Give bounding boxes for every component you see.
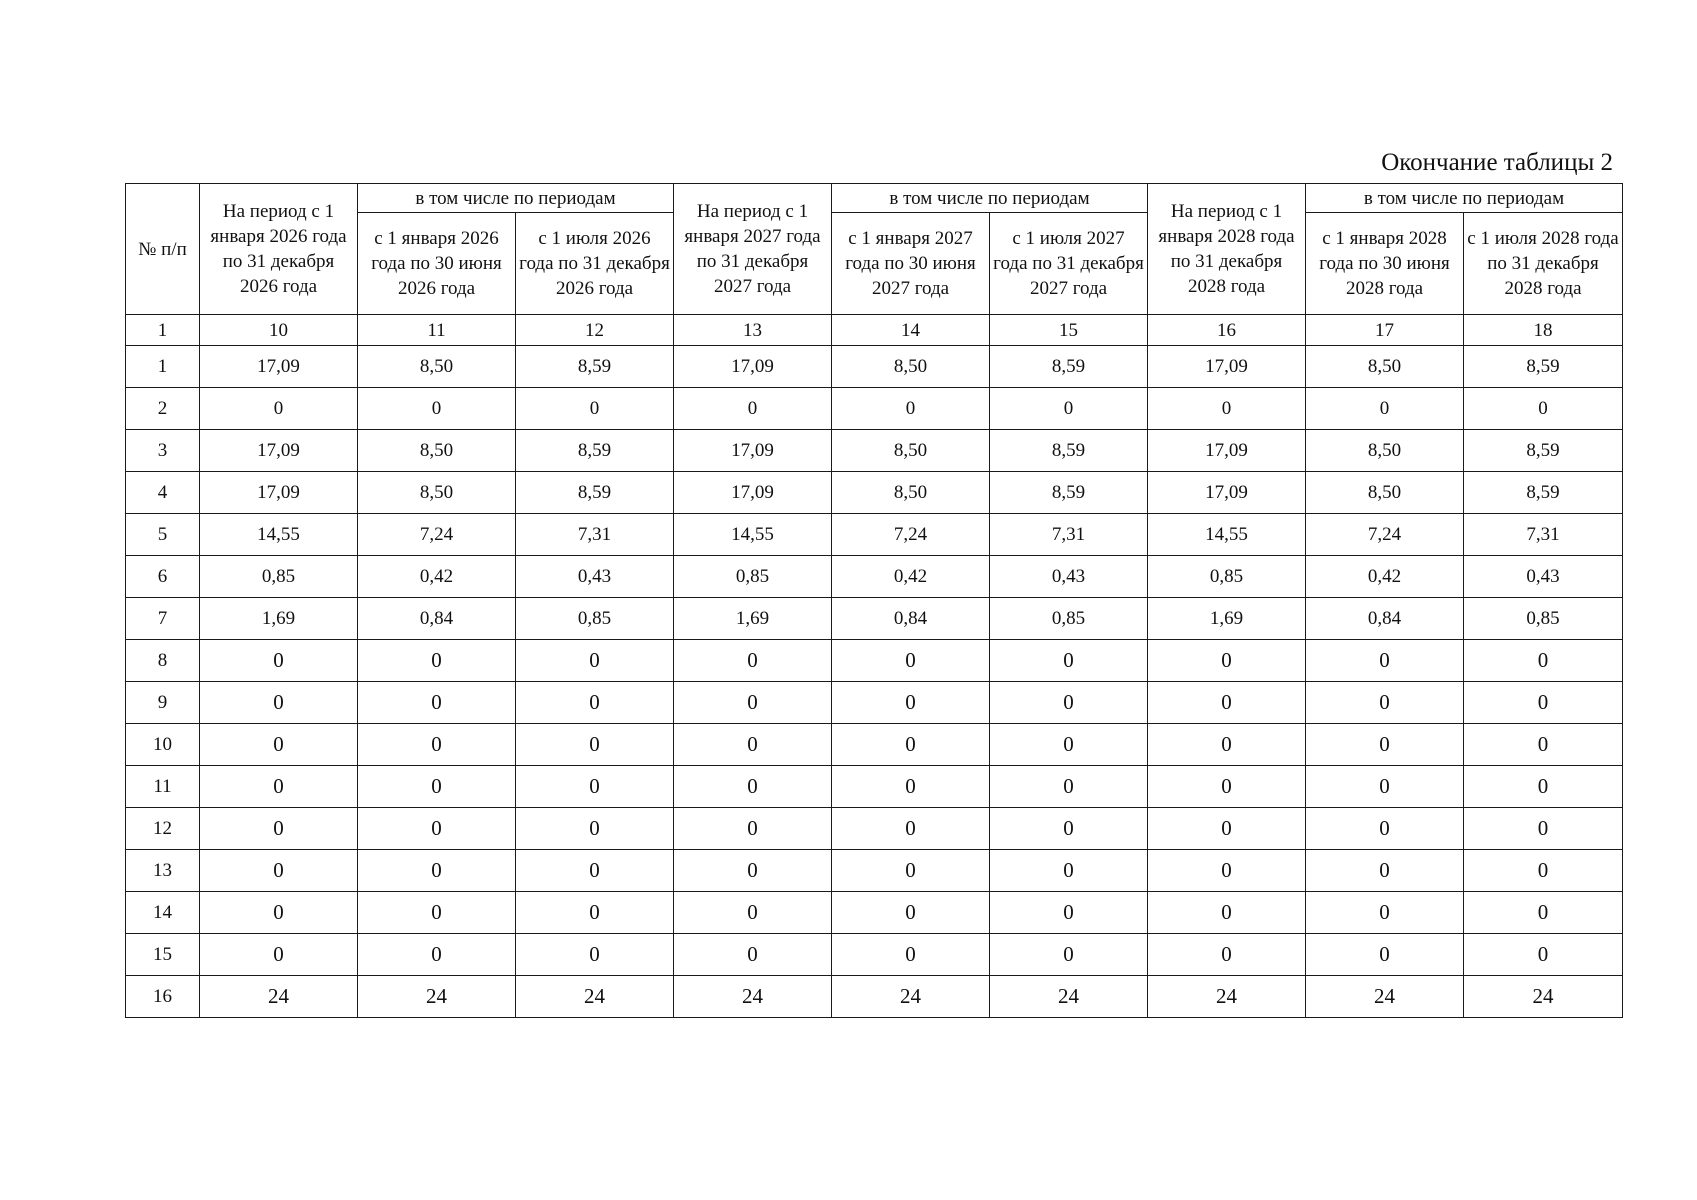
value-cell: 0 [990, 766, 1148, 808]
header-h1-2026: с 1 января 2026 года по 30 июня 2026 года [358, 213, 516, 315]
value-cell: 0 [990, 640, 1148, 682]
value-cell: 1,69 [1148, 598, 1306, 640]
value-cell: 0 [1306, 808, 1464, 850]
value-cell: 7,24 [1306, 514, 1464, 556]
row-number-cell: 8 [126, 640, 200, 682]
table-row [126, 430, 1623, 472]
column-number: 12 [516, 315, 674, 346]
column-number: 17 [1306, 315, 1464, 346]
value-cell: 0 [1148, 850, 1306, 892]
value-cell: 8,59 [1464, 346, 1623, 388]
value-cell: 0 [358, 934, 516, 976]
value-cell: 0,43 [1464, 556, 1623, 598]
value-cell: 0,85 [516, 598, 674, 640]
value-cell: 0 [200, 682, 358, 724]
value-cell: 0 [358, 808, 516, 850]
value-cell: 0 [1306, 388, 1464, 430]
row-number-cell: 3 [126, 430, 200, 472]
value-cell: 0 [832, 682, 990, 724]
value-cell: 0 [990, 934, 1148, 976]
value-cell: 0 [1148, 682, 1306, 724]
column-number-row [126, 315, 1623, 346]
value-cell: 0 [832, 850, 990, 892]
value-cell: 0 [1148, 640, 1306, 682]
column-number: 13 [674, 315, 832, 346]
column-number: 14 [832, 315, 990, 346]
value-cell: 0 [990, 388, 1148, 430]
value-cell: 8,59 [1464, 430, 1623, 472]
data-table [125, 183, 1623, 1018]
value-cell: 0 [832, 766, 990, 808]
header-group-2027: в том числе по периодам [832, 184, 1148, 213]
value-cell: 0 [1306, 640, 1464, 682]
value-cell: 0 [674, 724, 832, 766]
table-row [126, 724, 1623, 766]
value-cell: 0 [200, 934, 358, 976]
value-cell: 1,69 [674, 598, 832, 640]
value-cell: 8,50 [1306, 346, 1464, 388]
column-number: 15 [990, 315, 1148, 346]
value-cell: 24 [832, 976, 990, 1018]
value-cell: 24 [1148, 976, 1306, 1018]
header-h1-2027: с 1 января 2027 года по 30 июня 2027 года [832, 213, 990, 315]
row-number-cell: 11 [126, 766, 200, 808]
value-cell: 0 [516, 808, 674, 850]
table-row [126, 346, 1623, 388]
value-cell: 24 [1464, 976, 1623, 1018]
value-cell: 17,09 [200, 346, 358, 388]
value-cell: 0 [832, 640, 990, 682]
value-cell: 0 [358, 850, 516, 892]
value-cell: 0 [674, 766, 832, 808]
table-body [126, 346, 1623, 1018]
header-group-2028: в том числе по периодам [1306, 184, 1623, 213]
value-cell: 0,85 [1464, 598, 1623, 640]
value-cell: 24 [1306, 976, 1464, 1018]
header-row-number: № п/п [126, 184, 200, 315]
value-cell: 17,09 [200, 430, 358, 472]
value-cell: 0 [1148, 388, 1306, 430]
header-h2-2028: с 1 июля 2028 года по 31 декабря 2028 года [1464, 213, 1623, 315]
value-cell: 0 [358, 640, 516, 682]
value-cell: 0 [516, 892, 674, 934]
row-number-cell: 1 [126, 346, 200, 388]
value-cell: 0 [1306, 892, 1464, 934]
value-cell: 0 [1464, 640, 1623, 682]
value-cell: 0 [1306, 850, 1464, 892]
table-row [126, 514, 1623, 556]
value-cell: 0 [990, 892, 1148, 934]
value-cell: 8,59 [990, 430, 1148, 472]
value-cell: 8,50 [832, 346, 990, 388]
table-row [126, 640, 1623, 682]
value-cell: 0 [1464, 724, 1623, 766]
value-cell: 0 [1306, 724, 1464, 766]
value-cell: 7,31 [516, 514, 674, 556]
table-row [126, 976, 1623, 1018]
value-cell: 0,85 [674, 556, 832, 598]
value-cell: 0,43 [990, 556, 1148, 598]
value-cell: 0,85 [1148, 556, 1306, 598]
row-number-cell: 2 [126, 388, 200, 430]
row-number-cell: 12 [126, 808, 200, 850]
row-number-cell: 9 [126, 682, 200, 724]
header-h2-2027: с 1 июля 2027 года по 31 декабря 2027 года [990, 213, 1148, 315]
value-cell: 0 [1464, 934, 1623, 976]
row-number-cell: 10 [126, 724, 200, 766]
value-cell: 0,85 [990, 598, 1148, 640]
value-cell: 0 [1148, 808, 1306, 850]
value-cell: 8,59 [516, 430, 674, 472]
table-row [126, 850, 1623, 892]
value-cell: 17,09 [674, 346, 832, 388]
value-cell: 0 [516, 724, 674, 766]
value-cell: 8,59 [516, 346, 674, 388]
value-cell: 0 [1464, 850, 1623, 892]
value-cell: 24 [200, 976, 358, 1018]
value-cell: 0 [990, 682, 1148, 724]
value-cell: 8,50 [1306, 430, 1464, 472]
row-number-cell: 13 [126, 850, 200, 892]
value-cell: 8,50 [832, 472, 990, 514]
value-cell: 7,24 [358, 514, 516, 556]
column-number: 18 [1464, 315, 1623, 346]
value-cell: 0 [1464, 682, 1623, 724]
table-row [126, 682, 1623, 724]
value-cell: 0 [674, 808, 832, 850]
value-cell: 17,09 [1148, 430, 1306, 472]
value-cell: 8,50 [1306, 472, 1464, 514]
header-total-2026: На период с 1 января 2026 года по 31 декабря 2026 года [200, 184, 358, 315]
header-h2-2026: с 1 июля 2026 года по 31 декабря 2026 года [516, 213, 674, 315]
value-cell: 0 [1148, 892, 1306, 934]
value-cell: 24 [358, 976, 516, 1018]
row-number-cell: 15 [126, 934, 200, 976]
table-row [126, 808, 1623, 850]
value-cell: 0 [516, 640, 674, 682]
value-cell: 0 [674, 640, 832, 682]
table-row [126, 766, 1623, 808]
table-row [126, 598, 1623, 640]
value-cell: 17,09 [200, 472, 358, 514]
value-cell: 1,69 [200, 598, 358, 640]
table-header [126, 184, 1623, 346]
column-number: 10 [200, 315, 358, 346]
value-cell: 0 [674, 934, 832, 976]
value-cell: 7,24 [832, 514, 990, 556]
value-cell: 8,59 [516, 472, 674, 514]
table-row [126, 388, 1623, 430]
header-h1-2028: с 1 января 2028 года по 30 июня 2028 года [1306, 213, 1464, 315]
value-cell: 0 [832, 724, 990, 766]
table-row [126, 472, 1623, 514]
value-cell: 0 [516, 934, 674, 976]
value-cell: 24 [674, 976, 832, 1018]
value-cell: 7,31 [1464, 514, 1623, 556]
value-cell: 0,42 [832, 556, 990, 598]
header-group-2026: в том числе по периодам [358, 184, 674, 213]
row-number-cell: 7 [126, 598, 200, 640]
value-cell: 0 [990, 808, 1148, 850]
value-cell: 0 [832, 388, 990, 430]
value-cell: 0 [1464, 892, 1623, 934]
value-cell: 8,59 [1464, 472, 1623, 514]
value-cell: 0 [674, 850, 832, 892]
value-cell: 8,50 [358, 430, 516, 472]
value-cell: 0 [1464, 388, 1623, 430]
column-number: 16 [1148, 315, 1306, 346]
value-cell: 17,09 [674, 472, 832, 514]
value-cell: 0 [1306, 682, 1464, 724]
value-cell: 0 [1464, 808, 1623, 850]
value-cell: 0 [1148, 724, 1306, 766]
header-total-2027: На период с 1 января 2027 года по 31 декабря 2027 года [674, 184, 832, 315]
value-cell: 0 [358, 724, 516, 766]
value-cell: 0 [200, 388, 358, 430]
table-row [126, 934, 1623, 976]
value-cell: 0 [990, 850, 1148, 892]
value-cell: 0 [200, 724, 358, 766]
value-cell: 0 [674, 892, 832, 934]
row-number-cell: 6 [126, 556, 200, 598]
value-cell: 0 [358, 682, 516, 724]
value-cell: 0,42 [1306, 556, 1464, 598]
value-cell: 0 [832, 892, 990, 934]
value-cell: 17,09 [1148, 472, 1306, 514]
value-cell: 24 [516, 976, 674, 1018]
header-total-2028: На период с 1 января 2028 года по 31 декабря 2028 года [1148, 184, 1306, 315]
value-cell: 8,59 [990, 472, 1148, 514]
value-cell: 0,85 [200, 556, 358, 598]
value-cell: 0 [1306, 766, 1464, 808]
value-cell: 0 [358, 892, 516, 934]
value-cell: 0 [200, 640, 358, 682]
value-cell: 0,84 [358, 598, 516, 640]
value-cell: 0,43 [516, 556, 674, 598]
column-number: 1 [126, 315, 200, 346]
value-cell: 0 [516, 388, 674, 430]
value-cell: 0 [1148, 766, 1306, 808]
row-number-cell: 14 [126, 892, 200, 934]
column-number: 11 [358, 315, 516, 346]
value-cell: 0 [200, 850, 358, 892]
value-cell: 17,09 [674, 430, 832, 472]
value-cell: 0 [358, 388, 516, 430]
value-cell: 0,84 [1306, 598, 1464, 640]
value-cell: 0 [990, 724, 1148, 766]
value-cell: 14,55 [674, 514, 832, 556]
value-cell: 8,50 [358, 346, 516, 388]
value-cell: 0 [832, 934, 990, 976]
value-cell: 0 [674, 682, 832, 724]
table-row [126, 556, 1623, 598]
value-cell: 14,55 [1148, 514, 1306, 556]
table-caption: Окончание таблицы 2 [1381, 149, 1613, 176]
value-cell: 0 [516, 766, 674, 808]
value-cell: 0 [674, 388, 832, 430]
value-cell: 14,55 [200, 514, 358, 556]
value-cell: 0 [516, 682, 674, 724]
row-number-cell: 5 [126, 514, 200, 556]
value-cell: 0 [200, 892, 358, 934]
value-cell: 0 [200, 766, 358, 808]
value-cell: 0 [1148, 934, 1306, 976]
value-cell: 8,50 [832, 430, 990, 472]
value-cell: 24 [990, 976, 1148, 1018]
row-number-cell: 16 [126, 976, 200, 1018]
value-cell: 0 [1306, 934, 1464, 976]
table-row [126, 892, 1623, 934]
value-cell: 0 [358, 766, 516, 808]
value-cell: 0,42 [358, 556, 516, 598]
value-cell: 8,50 [358, 472, 516, 514]
value-cell: 0,84 [832, 598, 990, 640]
value-cell: 0 [516, 850, 674, 892]
value-cell: 17,09 [1148, 346, 1306, 388]
value-cell: 0 [832, 808, 990, 850]
row-number-cell: 4 [126, 472, 200, 514]
value-cell: 8,59 [990, 346, 1148, 388]
value-cell: 0 [200, 808, 358, 850]
value-cell: 0 [1464, 766, 1623, 808]
value-cell: 7,31 [990, 514, 1148, 556]
